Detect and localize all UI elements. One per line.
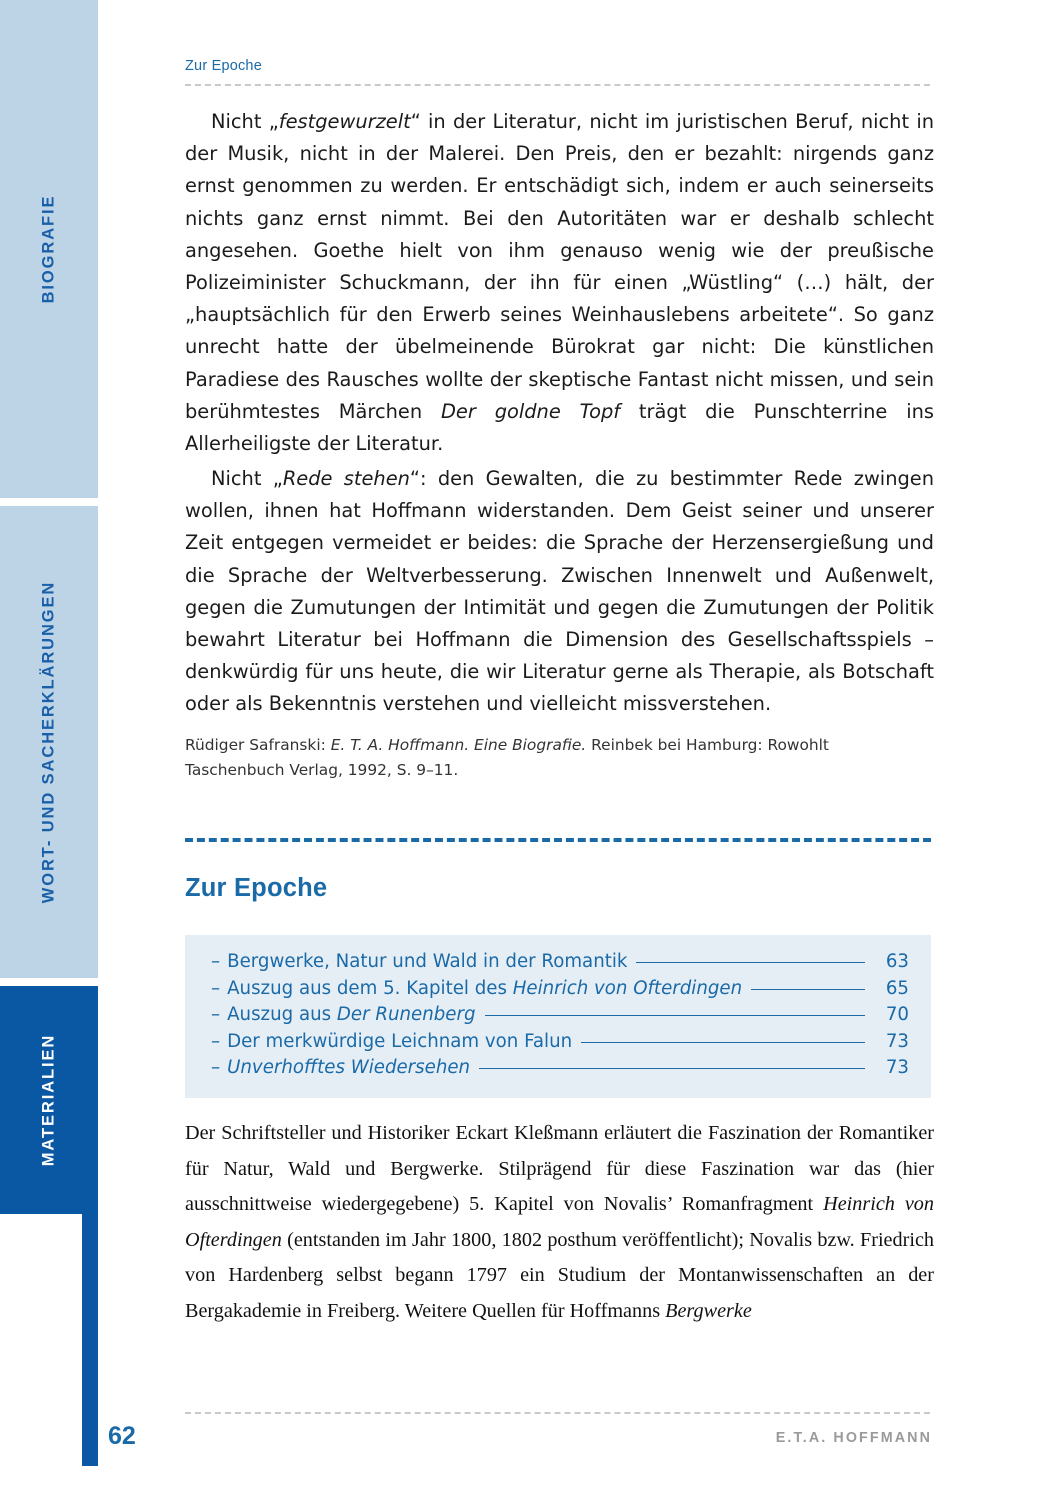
- toc-leader: [636, 962, 865, 963]
- paragraph-one: [185, 106, 934, 460]
- toc-leader: [751, 989, 865, 990]
- paragraph-one-text: Nicht „festgewurzelt“ in der Literatur, nicht im juristischen Beruf, nicht in der Musik, nicht in der Malerei. Den Preis, den er bezahlt: nirgends ganz ernst genommen zu werden. Er entschädigt sich, indem er auch seinerseits nichts ganz ernst nimmt. Bei den Autoritäten war er deshalb schlecht angesehen. Goethe hielt von ihm genauso wenig wie der preußische Polizeiminister Schuckmann, der ihn für einen „Wüstling“ (…) hält, der „hauptsächlich für den Erwerb seines Weinhauslebens arbeitete“. So ganz unrecht hatte der übelmeinende Bürokrat gar nicht: Die künstlichen Paradiese des Rausches wollte der skeptische Fantast nicht missen, und sein berühmtestes Märchen Der goldne Topf trägt die Punschterrine ins Allerheiligste der Literatur.: [185, 110, 935, 456]
- section-divider: [185, 838, 931, 842]
- italic-phrase: Der goldne Topf: [441, 399, 621, 423]
- page-body: [98, 0, 1057, 1500]
- toc-entry-label: Bergwerke, Natur und Wald in der Romantik: [227, 951, 628, 972]
- toc-page-number: 70: [885, 1004, 909, 1025]
- source-work: E. T. A. Hoffmann. Eine Biografie.: [330, 736, 587, 754]
- italic-phrase: festgewurzelt: [278, 110, 411, 133]
- source-citation: [185, 733, 930, 783]
- toc-dash: –: [211, 977, 221, 999]
- toc-entry-label: Auszug aus dem 5. Kapitel des Heinrich von Ofterdingen: [227, 977, 743, 999]
- page-number: 62: [108, 1422, 136, 1450]
- toc-entry[interactable]: [185, 949, 931, 976]
- paragraph-three: [185, 1116, 934, 1330]
- toc-entry-label: Auszug aus Der Runenberg: [227, 1004, 476, 1025]
- paragraph-two: [185, 463, 934, 721]
- toc-entry-label: Unverhofftes Wiedersehen: [227, 1057, 471, 1078]
- running-head: Zur Epoche: [185, 58, 262, 74]
- toc-page-number: 65: [885, 977, 909, 999]
- section-title: Zur Epoche: [185, 874, 328, 902]
- paragraph-three-text: Der Schriftsteller und Historiker Eckart Kleßmann erläutert die Faszination der Romantiker für Natur, Wald und Bergwerke. Stilprägend für diese Faszination war das (hier ausschnittweise wiedergegebene) 5. Kapitel von Novalis’ Romanfragment Heinrich von Ofterdingen (entstanden im Jahr 1800, 1802 posthum veröffentlicht); Novalis bzw. Friedrich von Hardenberg selbst begann 1797 ein Studium der Montanwissenschaften an der Bergakademie in Freiberg. Weitere Quellen für Hoffmanns Bergwerke: [185, 1122, 934, 1322]
- toc-page-number: 73: [885, 1057, 909, 1078]
- toc-entry[interactable]: [185, 1002, 931, 1029]
- toc-dash: –: [211, 1030, 221, 1052]
- toc-page-number: 73: [885, 1030, 909, 1052]
- paragraph-two-text: Nicht „Rede stehen“: den Gewalten, die zu bestimmter Rede zwingen wollen, ihnen hat Hoffmann widerstanden. Dem Geist seiner und unserer Zeit entgegen vermeidet er beides: die Sprache der Herzensergießung und die Sprache der Weltverbesserung. Zwischen Innenwelt und Außenwelt, gegen die Zumutungen der Intimität und gegen die Zumutungen der Politik bewahrt Literatur bei Hoffmann die Dimension des Gesellschaftsspiels – denkwürdig für uns heute, die wir Literatur gerne als Therapie, als Botschaft oder als Bekenntnis verstehen und vielleicht missverstehen.: [185, 467, 935, 716]
- toc-entry-label: Der merkwürdige Leichnam von Falun: [227, 1030, 573, 1052]
- header-divider: [185, 84, 930, 86]
- toc-entry[interactable]: [185, 1029, 931, 1056]
- source-publication: Reinbek bei Hamburg: Rowohlt Taschenbuch Verlag, 1992, S. 9–11.: [185, 736, 829, 779]
- page-spine: [82, 986, 98, 1466]
- italic-phrase: Heinrich von Ofterdingen: [185, 1193, 934, 1251]
- toc-dash: –: [211, 1004, 221, 1025]
- sidebar-tab-label: BIOGRAFIE: [39, 194, 58, 304]
- source-author: Rüdiger Safranski:: [185, 736, 326, 754]
- sidebar-tab-wort-und-sacherklaerungen[interactable]: [0, 506, 98, 978]
- toc-leader: [479, 1068, 865, 1069]
- toc-entry[interactable]: [185, 976, 931, 1003]
- toc-dash: –: [211, 951, 221, 972]
- footer-divider: [185, 1412, 930, 1414]
- toc-dash: –: [211, 1057, 221, 1078]
- sidebar-tab-biografie[interactable]: [0, 0, 98, 498]
- footer-book-title: E.T.A. HOFFMANN: [775, 1430, 932, 1446]
- toc-entry[interactable]: [185, 1055, 931, 1082]
- italic-phrase: Rede stehen: [282, 467, 410, 490]
- sidebar-tab-label: WORT- UND SACHERKLÄRUNGEN: [39, 580, 58, 904]
- sidebar-tab-label: MATERIALIEN: [39, 1033, 58, 1167]
- table-of-contents-box: [185, 935, 931, 1098]
- toc-page-number: 63: [885, 951, 909, 972]
- italic-phrase: Bergwerke: [665, 1299, 752, 1322]
- toc-leader: [485, 1015, 866, 1016]
- toc-leader: [581, 1042, 865, 1043]
